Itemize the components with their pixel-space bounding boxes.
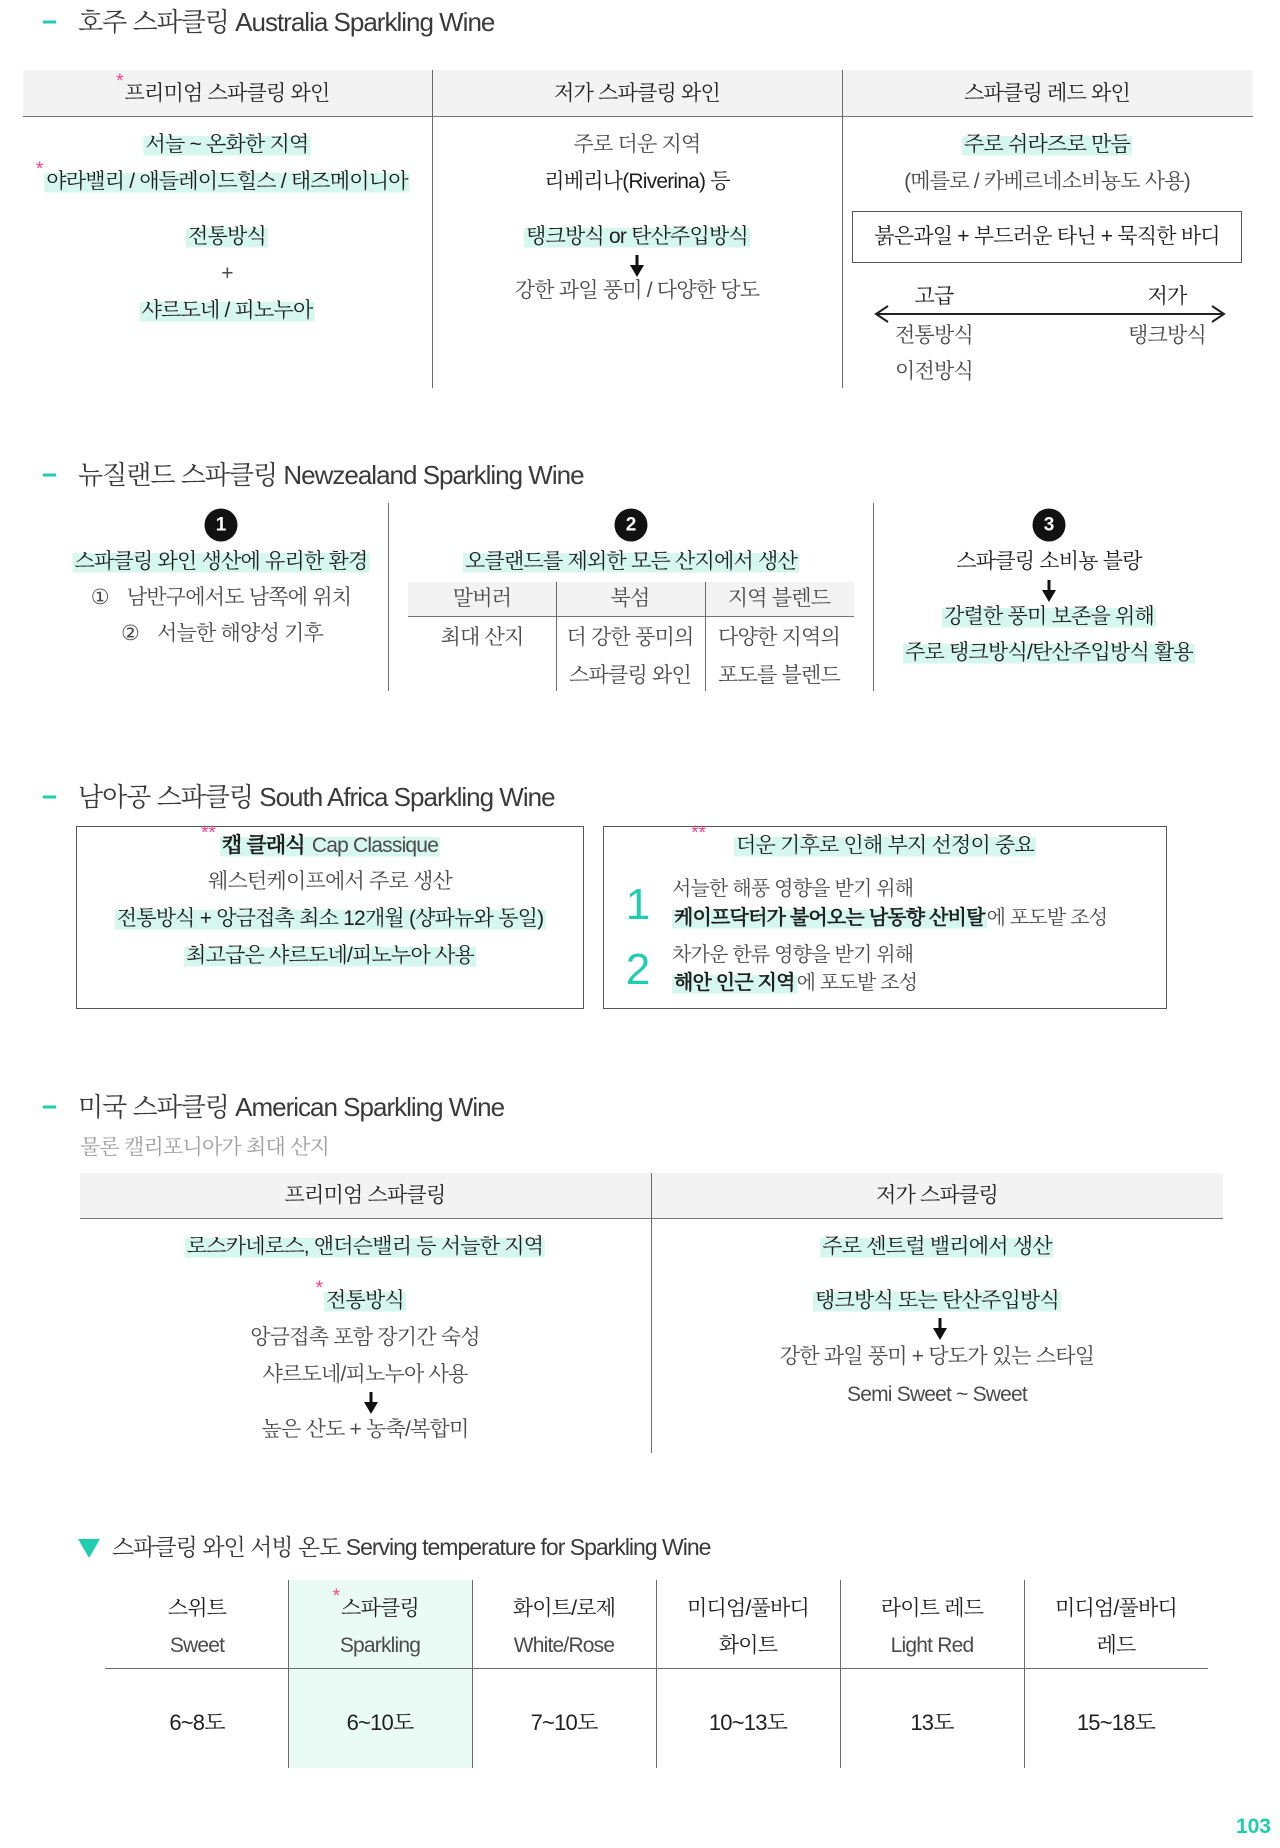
serving-column [105,1580,289,1768]
wine-type-sub: Light Red [890,1634,974,1657]
red-also-used: (메를로 / 카베르네소비뇽도 사용) [904,170,1190,193]
point-text: 서늘한 해양성 기후 [157,622,323,645]
premium-regions [35,159,409,197]
wine-type [332,1586,419,1624]
table-header-cell: 북섬 [610,587,650,610]
nz-point [121,619,323,649]
highlight-text: 최고급은 샤르도네/피노누아 사용 [186,944,474,967]
wine-type: 화이트/로제 [512,1597,616,1620]
highlight-text: 전통방식 + 앙금접촉 최소 12개월 (샹파뉴와 동일) [116,907,544,930]
asterisk-mark: ** [201,823,216,844]
serving-column [840,1580,1024,1768]
table-cell: 포도를 블렌드 [718,664,840,687]
wine-type-sub: 화이트 [718,1634,778,1657]
column-divider [840,1580,841,1768]
header-premium-sparkling: 프리미엄 스파클링 [284,1184,446,1207]
serving-column [656,1580,840,1768]
item-reason: 차가운 한류 영향을 받기 위해 [672,944,914,966]
circled-number: ① [90,586,109,609]
usa-budget-method [813,1286,1061,1316]
site-selection-heading [691,823,1036,861]
column-divider [842,70,843,388]
highlight-text: 더운 기후로 인해 부지 선정이 중요 [736,834,1034,857]
low-method: 탱크방식 [1128,324,1206,347]
usa-budget-regions [820,1232,1053,1262]
down-arrow-icon [629,255,645,277]
wine-type: 미디엄/풀바디 [687,1597,809,1620]
name-en: Cap Classique [311,834,439,857]
premium-grapes [140,296,315,326]
table-header-cell: 지역 블렌드 [727,587,831,610]
emphasis-text: 케이프닥터가 불어오는 남동향 산비탈 [674,907,985,929]
premium-method [186,222,268,252]
wine-type-label: 스파클링 [341,1597,419,1620]
usa-premium-regions [185,1232,545,1262]
number-badge: 3 [1033,509,1066,542]
temperature-value: 15~18도 [1076,1710,1156,1735]
highlight-text: 로스카네로스, 앤더슨밸리 등 서늘한 지역 [186,1235,544,1258]
usa-premium-method [315,1278,406,1316]
header-budget-sparkling: 저가 스파클링 [876,1184,998,1207]
emphasis-text: 해안 인근 지역 [674,972,795,994]
cap-classique-line [115,904,546,934]
budget-climate: 주로 더운 지역 [573,133,701,156]
temperature-value: 6~10도 [346,1710,414,1735]
nz-heading: 스파클링 소비뇽 블랑 [956,550,1142,573]
header-budget-sparkling: 저가 스파클링 와인 [554,82,720,105]
table-cell: 더 강한 풍미의 [566,626,694,649]
column-divider [388,503,389,691]
red-grape [962,130,1132,160]
header-sparkling-red: 스파클링 레드 와인 [964,82,1130,105]
section-dash-icon [43,474,56,477]
wine-type-sub: Sparkling [339,1634,421,1657]
highlight-text: 전통방식 [326,1289,404,1312]
down-arrow-icon [363,1392,379,1414]
serving-column [288,1580,472,1768]
point-text: 남반구에서도 남쪽에 위치 [126,586,352,609]
red-profile: 붉은과일 + 부드러운 타닌 + 묵직한 바디 [874,225,1220,248]
rest-text: 에 포도밭 조성 [986,907,1108,929]
wine-type-sub: 레드 [1096,1634,1136,1657]
asterisk-mark: * [332,1586,341,1607]
highlight-text: 탱크방식 or 탄산주입방식 [525,225,749,248]
highlight-text: 탱크방식 또는 탄산주입방식 [815,1289,1059,1312]
serving-column [472,1580,656,1768]
item-number: 2 [625,945,651,994]
highlight-text: 야라밸리 / 애들레이드힐스 / 태즈메이니아 [46,170,408,193]
table-cell: 최대 산지 [440,626,524,649]
table-header-cell: 말버러 [452,587,512,610]
nz-point [91,583,351,613]
section-dash-icon [43,1106,56,1109]
item-number: 1 [625,880,651,929]
usa-premium-detail: 앙금접촉 포함 장기간 숙성 [250,1326,480,1349]
highlight-text: 전통방식 [188,225,266,248]
usa-budget-sweetness: Semi Sweet ~ Sweet [847,1383,1027,1406]
down-arrow-icon [932,1318,948,1340]
nz-line [903,638,1195,668]
name-ko: 캡 클래식 [221,834,305,857]
premium-climate [144,130,311,160]
down-arrow-icon [1041,580,1057,602]
wine-type: 미디엄/풀바디 [1055,1597,1177,1620]
high-method: 전통방식 [895,324,973,347]
cap-classique-heading [201,823,440,861]
item-action [672,969,917,997]
asterisk-mark: ** [691,823,707,844]
temperature-value: 10~13도 [708,1710,788,1735]
australia-title: 호주 스파클링 Australia Sparkling Wine [78,7,495,37]
temperature-value: 6~8도 [169,1710,225,1735]
usa-premium-result: 높은 산도 + 농축/복합미 [261,1418,469,1441]
section-dash-icon [43,21,56,24]
circled-number: ② [121,622,140,645]
usa-premium-detail: 샤르도네/피노누아 사용 [262,1363,468,1386]
column-divider [1024,1580,1025,1768]
number-badge: 2 [615,509,648,542]
triangle-bullet-icon [78,1539,100,1558]
south-africa-title: 남아공 스파클링 South Africa Sparkling Wine [78,782,555,812]
highlight-text: 주로 쉬라즈로 만듬 [964,133,1130,156]
highlight-text: 스파클링 와인 생산에 유리한 환경 [74,550,368,573]
highlight-text: 주로 탱크방식/탄산주입방식 활용 [905,641,1193,664]
asterisk-mark: * [116,71,124,92]
wine-type-sub: Sweet [169,1634,225,1657]
highlight-text: 강렬한 풍미 보존을 위해 [944,605,1154,628]
high-method: 이전방식 [895,360,973,383]
table-cell: 다양한 지역의 [718,626,840,649]
budget-method [524,222,750,252]
plus-sign: + [221,262,233,285]
cap-classique-line: 웨스턴케이프에서 주로 생산 [208,870,452,893]
wine-type: 라이트 레드 [880,1597,984,1620]
highlight-text: 주로 센트럴 밸리에서 생산 [822,1235,1052,1258]
column-divider [432,70,433,388]
table-cell: 스파클링 와인 [569,664,691,687]
usa-title: 미국 스파클링 American Sparkling Wine [78,1092,505,1122]
serving-column [1024,1580,1208,1768]
column-divider [705,582,706,691]
temperature-value: 13도 [910,1710,954,1735]
section-dash-icon [43,796,56,799]
nz-heading [73,547,370,577]
new-zealand-title: 뉴질랜드 스파클링 Newzealand Sparkling Wine [78,460,584,490]
budget-region: 리베리나(Riverina) 등 [544,170,730,193]
header-premium-sparkling [116,71,330,109]
column-divider [472,1580,473,1768]
highlight-text: 서늘 ~ 온화한 지역 [145,133,309,156]
asterisk-mark: * [35,159,44,180]
cap-classique-line [184,941,476,971]
usa-note: 물론 캘리포니아가 최대 산지 [80,1136,329,1159]
temperature-value: 7~10도 [530,1710,598,1735]
page-number: 103 [1235,1815,1271,1838]
item-action [672,904,1107,932]
usa-budget-result: 강한 과일 풍미 + 당도가 있는 스타일 [779,1345,1095,1368]
highlight-text: 오클랜드를 제외한 모든 산지에서 생산 [465,550,797,573]
item-reason: 서늘한 해풍 영향을 받기 위해 [672,878,914,900]
column-divider [656,1580,657,1768]
rest-text: 에 포도밭 조성 [796,972,918,994]
asterisk-mark: * [315,1278,324,1299]
nz-line [942,602,1156,632]
wine-type-sub: White/Rose [513,1634,615,1657]
serving-title: 스파클링 와인 서빙 온도 Serving temperature for Sparkling Wine [112,1534,711,1560]
column-divider [873,503,874,691]
scale-high-label: 고급 [914,285,954,308]
highlight-text [220,834,440,857]
header-label: 프리미엄 스파클링 와인 [124,82,330,105]
column-divider [288,1580,289,1768]
number-badge: 1 [205,509,238,542]
highlight-text: 샤르도네 / 피노누아 [141,299,313,322]
budget-result: 강한 과일 풍미 / 다양한 당도 [514,279,760,302]
column-divider [651,1173,652,1453]
scale-low-label: 저가 [1147,285,1187,308]
column-divider [556,582,557,691]
nz-heading [463,547,799,577]
wine-type: 스위트 [167,1597,227,1620]
